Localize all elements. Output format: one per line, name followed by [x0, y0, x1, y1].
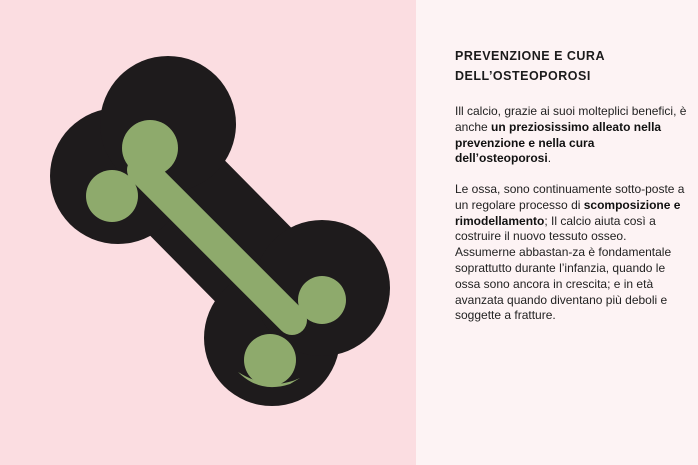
heading-line-2: DELL’OSTEOPOROSI: [455, 69, 591, 83]
paragraph-calcium-benefits: [455, 104, 687, 167]
paragraph-1-text-a: Ill calcio, grazie ai suoi molteplici benefici, è anche: [455, 104, 687, 134]
paragraph-1-text-b: .: [547, 151, 552, 166]
paragraph-2-text-a: Le ossa, sono continuamente sotto-poste a un regolare processo di: [455, 182, 685, 212]
paragraph-2-bold: scomposizione e rimodellamento: [455, 197, 681, 228]
paragraph-2-text-b: ; Il calcio aiuta così a costruire il nuovo tessuto osseo. Assumerne abbastan-za è fondamentale soprattutto durante l’infanzia, quando le ossa sono ancora in crescita; e in età avanzata quando diventano più deboli e soggette a fratture.: [455, 213, 672, 323]
paragraph-bone-remodeling: [455, 182, 687, 324]
paragraph-1-bold: un preziosissimo alleato nella prevenzione e nella cura dell’osteoporosi: [455, 119, 662, 166]
heading-line-1: PREVENZIONE E CURA: [455, 49, 605, 63]
section-heading: [455, 46, 680, 86]
